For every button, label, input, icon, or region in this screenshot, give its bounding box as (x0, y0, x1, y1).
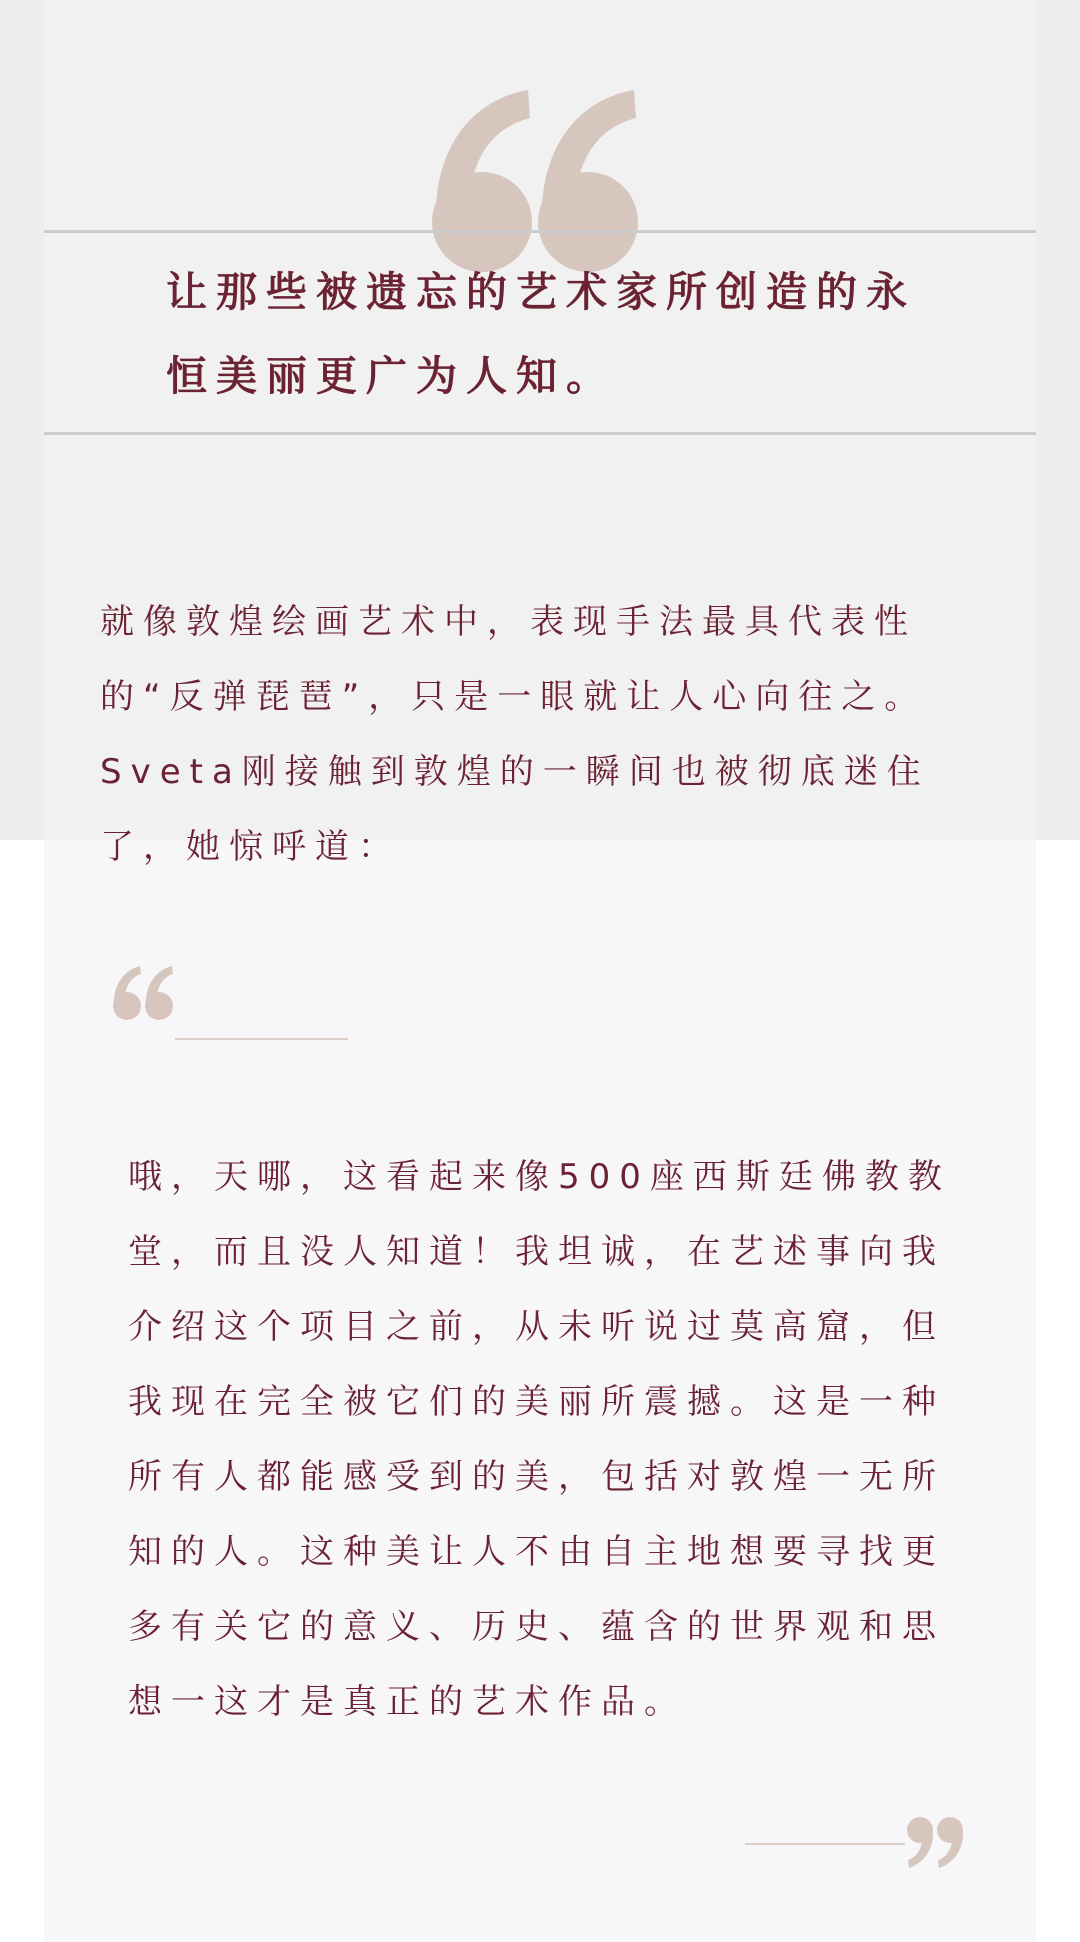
close-quote-icon (906, 1816, 966, 1872)
close-quote-line (745, 1843, 905, 1845)
headline: 让那些被遗忘的艺术家所创造的永恒美丽更广为人知。 (166, 268, 916, 400)
headline-top-rule (44, 230, 1036, 233)
open-quote-icon (112, 960, 176, 1022)
quote-paragraph: 哦，天哪，这看起来像500座西斯廷佛教教堂，而且没人知道！我坦诚，在艺述事向我介绍这个项目之前，从未听说过莫高窟，但我现在完全被它们的美丽所震撼。这是一种所有人都能感受到的美，包括对敦煌一无所知的人。这种美让人不由自主地想要寻找更多有关它的意义、历史、蕴含的世界观和思想一这才是真正的艺术作品。 (128, 1157, 951, 1722)
open-quote-line (175, 1038, 348, 1040)
body-paragraph: 就像敦煌绘画艺术中，表现手法最具代表性的“反弹琵琶”，只是一眼就让人心向往之。Sveta刚接触到敦煌的一瞬间也被彻底迷住了，她惊呼道： (100, 602, 930, 867)
headline-bottom-rule (44, 432, 1036, 435)
